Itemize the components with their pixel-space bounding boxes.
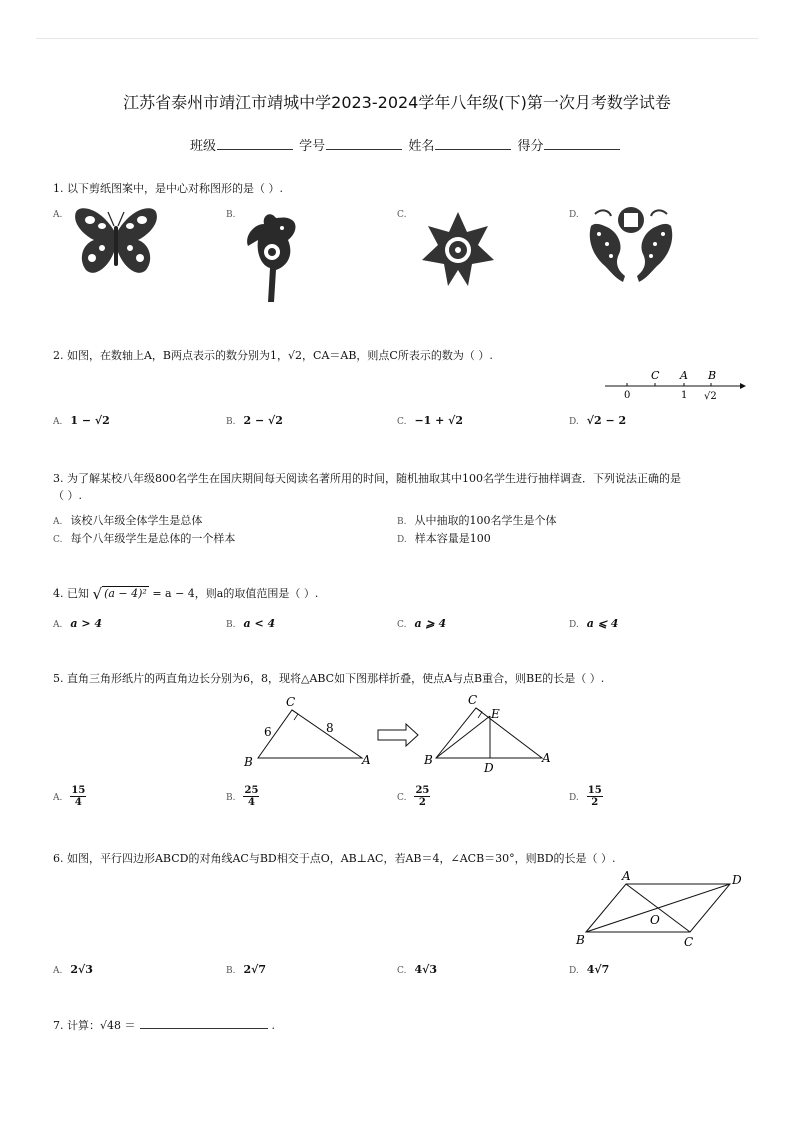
fig6-label-b: B — [576, 933, 585, 947]
question-1: 1. 以下剪纸图案中，是中心对称图形的是（ ）. — [53, 182, 283, 195]
axis-tick-1: 1 — [681, 390, 688, 401]
q2-option-a[interactable]: A. 1 − √2 — [53, 414, 110, 427]
question-3-line-1: 3. 为了解某校八年级800名学生在国庆期间每天阅读名著所用的时间，随机抽取其中100名学生进行抽样调查．下列说法正确的是 — [53, 472, 681, 485]
axis-label-a: A — [680, 369, 688, 382]
fig-side-6: 6 — [264, 725, 272, 739]
name-label: 姓名 — [408, 139, 435, 154]
q7-answer-blank[interactable] — [140, 1018, 268, 1029]
fig6-label-a: A — [622, 870, 631, 883]
folding-triangle-figure — [240, 690, 560, 776]
fish-coin-papercut-image — [585, 206, 677, 284]
q3-option-d[interactable]: D. 样本容量是100 — [397, 532, 491, 545]
q1-option-c[interactable]: C. — [397, 210, 407, 220]
q2-option-b[interactable]: B. 2 − √2 — [226, 414, 283, 427]
q1-option-a[interactable]: A. — [53, 210, 63, 220]
axis-label-b: B — [708, 369, 717, 382]
q4-option-a[interactable]: A. a > 4 — [53, 617, 103, 630]
fig-left-a: A — [362, 753, 371, 767]
question-5: 5. 直角三角形纸片的两直角边长分别为6，8，现将△ABC如下图那样折叠，使点A与点B重合，则BE的长是（ ）. — [53, 672, 605, 685]
q6-option-b[interactable]: B. 2√7 — [226, 963, 267, 976]
parallelogram-figure — [570, 870, 750, 952]
bird-papercut-image — [240, 210, 302, 306]
q2-option-c[interactable]: C. −1 + √2 — [397, 414, 464, 427]
fig6-label-d: D — [732, 873, 742, 887]
q3-option-b[interactable]: B. 从中抽取的100名学生是个体 — [397, 514, 557, 527]
name-field[interactable] — [435, 137, 511, 150]
page-title: 江苏省泰州市靖江市靖城中学2023-2024学年八年级(下)第一次月考数学试卷 — [123, 93, 671, 112]
class-field[interactable] — [217, 137, 293, 150]
q1-option-b[interactable]: B. — [226, 210, 236, 220]
axis-tick-0: 0 — [624, 390, 631, 401]
q4-option-c[interactable]: C. a ⩾ 4 — [397, 617, 447, 630]
question-7: 7. 计算：√48 ＝ . — [53, 1019, 275, 1032]
q4-option-b[interactable]: B. a < 4 — [226, 617, 276, 630]
q6-option-c[interactable]: C. 4√3 — [397, 963, 437, 976]
q3-option-c[interactable]: C. 每个八年级学生是总体的一个样本 — [53, 532, 236, 545]
student-info — [190, 135, 622, 154]
q3-option-a[interactable]: A. 该校八年级全体学生是总体 — [53, 514, 203, 527]
question-3-line-2: （ ）. — [53, 489, 82, 502]
axis-tick-sqrt2: √2 — [704, 391, 717, 402]
question-4: 4. 已知 √ (a − 4)² = a − 4，则a的取值范围是（ ）. — [53, 585, 319, 603]
fig-right-b: B — [424, 753, 433, 767]
q1-option-d[interactable]: D. — [569, 210, 579, 220]
sqrt-symbol: √ — [92, 585, 103, 603]
q6-option-d[interactable]: D. 4√7 — [569, 963, 610, 976]
q2-option-d[interactable]: D. √2 − 2 — [569, 414, 627, 427]
id-label: 学号 — [299, 139, 326, 154]
id-field[interactable] — [326, 137, 402, 150]
q4-radicand: (a − 4)² — [104, 587, 147, 600]
header-rule — [36, 38, 758, 39]
fig6-label-c: C — [684, 935, 694, 949]
number-line-figure — [600, 366, 750, 406]
question-2: 2. 如图，在数轴上A，B两点表示的数分别为1，√2，CA＝AB，则点C所表示的数为（ ）. — [53, 349, 493, 362]
score-label: 得分 — [517, 139, 544, 154]
fig-left-b: B — [244, 755, 253, 769]
fig-right-e: E — [491, 707, 500, 721]
fig-right-a: A — [542, 751, 551, 765]
fig-right-d: D — [484, 761, 494, 775]
fig-left-c: C — [286, 695, 296, 709]
q4-option-d[interactable]: D. a ⩽ 4 — [569, 617, 619, 630]
score-field[interactable] — [544, 137, 620, 150]
q5-option-a[interactable]: A. $\frac{15}{4}$ — [53, 785, 86, 808]
q6-option-a[interactable]: A. 2√3 — [53, 963, 93, 976]
fig6-label-o: O — [650, 913, 660, 927]
q5-option-d[interactable]: D. $\frac{15}{2}$ — [569, 785, 602, 808]
question-6: 6. 如图，平行四边形ABCD的对角线AC与BD相交于点O，AB⊥AC，若AB＝4，∠ACB＝30°，则BD的长是（ ）. — [53, 852, 616, 865]
q5-option-c[interactable]: C. $\frac{25}{2}$ — [397, 785, 430, 808]
fig-side-8: 8 — [326, 721, 334, 735]
class-label: 班级 — [190, 139, 217, 154]
flower-papercut-image — [418, 210, 498, 290]
butterfly-papercut-image — [72, 204, 160, 284]
axis-label-c: C — [651, 369, 660, 382]
fig-right-c: C — [468, 693, 478, 707]
q5-option-b[interactable]: B. $\frac{25}{4}$ — [226, 785, 259, 808]
